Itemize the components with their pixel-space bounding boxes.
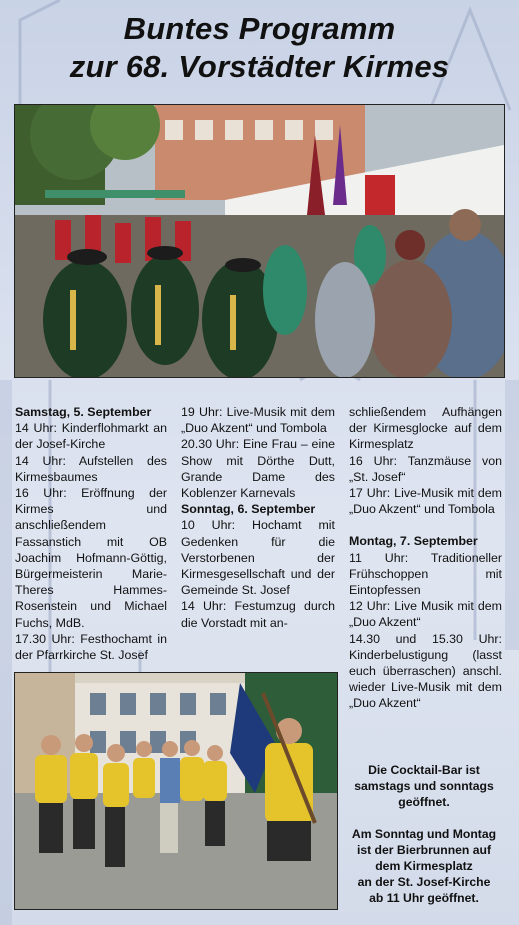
schedule-column-sunday bbox=[181, 404, 335, 631]
event-item: schließendem Aufhängen der Kirmesglocke auf dem Kirmesplatz bbox=[349, 405, 502, 452]
event-item: 14 Uhr: Festumzug durch die Vorstadt mit an- bbox=[181, 599, 335, 630]
cocktail-bar-text: Die Cocktail-Bar ist samstags und sonntags geöffnet. bbox=[354, 763, 494, 809]
beer-fountain-text: Am Sonntag und Montag ist der Bierbrunnen auf dem Kirmesplatz an der St. Josef-Kirche ab 11 Uhr geöffnet. bbox=[351, 827, 497, 905]
parade-photo bbox=[14, 104, 505, 378]
schedule-column-monday bbox=[349, 404, 502, 712]
event-item: 10 Uhr: Hochamt mit Gedenken für die Verstorbenen der Kirmesgesellschaft und der Gemeinde St. Josef bbox=[181, 518, 335, 598]
event-item: 14 Uhr: Kinderflohmarkt an der Josef-Kirche bbox=[15, 421, 167, 452]
day-heading-monday: Montag, 7. September bbox=[349, 534, 478, 549]
event-item: 16 Uhr: Tanzmäuse von „St. Josef“ bbox=[349, 453, 502, 484]
event-item: 20.30 Uhr: Eine Frau – eine Show mit Dörthe Dutt, Grande Dame des Koblenzer Karnevals bbox=[181, 437, 335, 501]
day-heading-saturday: Samstag, 5. September bbox=[15, 405, 152, 419]
event-item: 11 Uhr: Traditioneller Frühschoppen mit Eintopfessen bbox=[349, 550, 502, 598]
event-item: 19 Uhr: Live-Musik mit dem „Duo Akzent“ und Tombola bbox=[181, 405, 335, 436]
event-item: 14.30 und 15.30 Uhr: Kinderbelustigung (lasst euch überraschen) anschl. wieder Live-Musik mit dem „Duo Akzent“ bbox=[349, 631, 502, 711]
event-item: 17.30 Uhr: Festhochamt in der Pfarrkirche St. Josef bbox=[15, 631, 167, 663]
title-line-1: Buntes Programm bbox=[123, 11, 396, 46]
cocktail-bar-note bbox=[340, 762, 508, 810]
event-item: 14 Uhr: Aufstellen des Kirmesbaumes bbox=[15, 453, 167, 484]
band-photo bbox=[14, 672, 338, 910]
event-item: 16 Uhr: Eröffnung der Kirmes und anschließendem Fassanstich mit OB Joachim Hofmann-Göttig, Bürgermeisterin Marie-Theres Hammes-Rosenstein und Michael Fuchs, MdB. bbox=[15, 486, 167, 630]
beer-fountain-note bbox=[340, 826, 508, 906]
page-title bbox=[0, 10, 519, 86]
event-item: 12 Uhr: Live Musik mit dem „Duo Akzent“ bbox=[349, 599, 502, 630]
schedule-column-saturday bbox=[15, 404, 167, 663]
day-heading-sunday: Sonntag, 6. September bbox=[181, 502, 316, 517]
event-item: 17 Uhr: Live-Musik mit dem „Duo Akzent“ und Tombola bbox=[349, 486, 502, 517]
title-line-2: zur 68. Vorstädter Kirmes bbox=[69, 49, 450, 84]
